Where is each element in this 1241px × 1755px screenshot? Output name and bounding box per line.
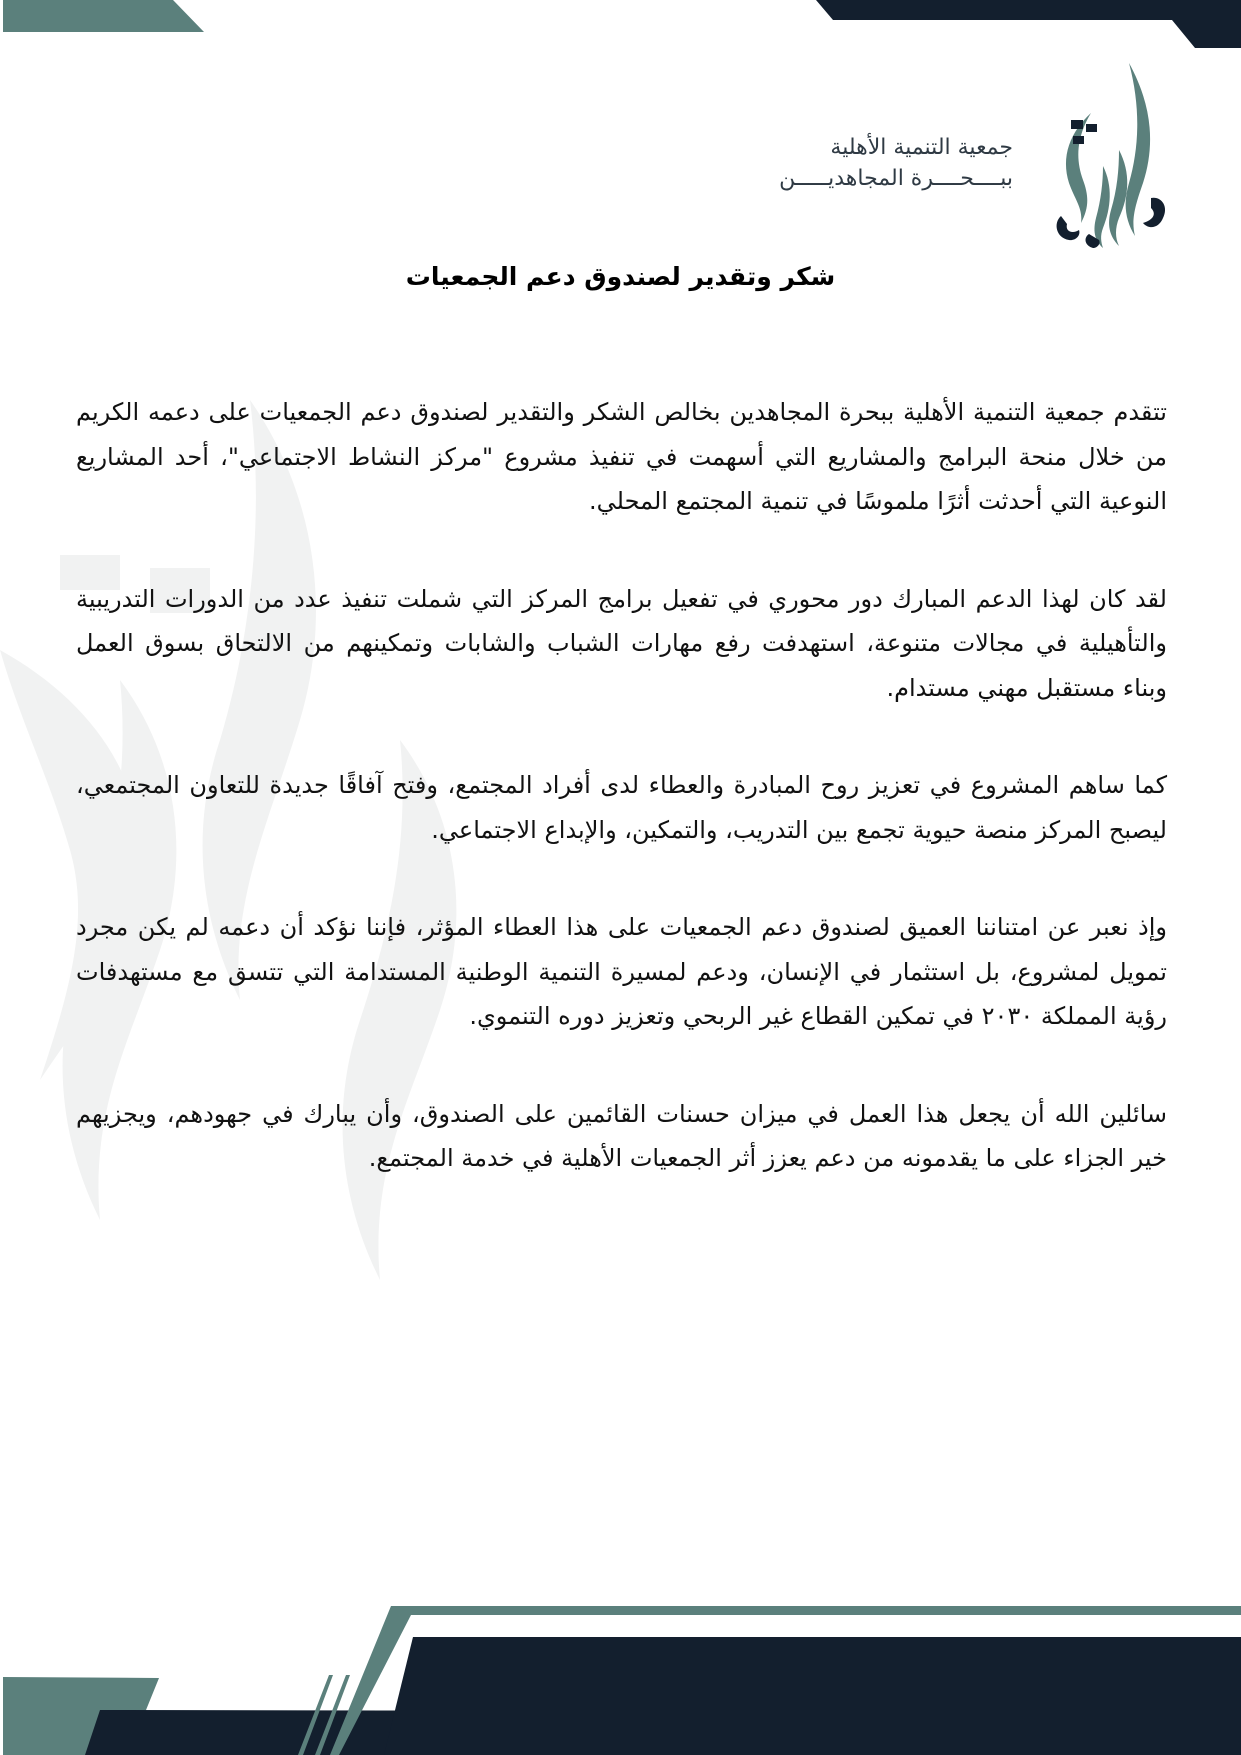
association-logo-icon <box>1031 58 1181 248</box>
document-body <box>76 390 1167 1234</box>
top-right-navy-band <box>816 0 1241 48</box>
header-logo-block <box>721 58 1181 248</box>
organization-name-line2: ببــــحــــرة المجاهديـــــن <box>779 166 1013 191</box>
bottom-navy-block-right <box>384 1637 1241 1755</box>
paragraph: تتقدم جمعية التنمية الأهلية ببحرة المجاهدين بخالص الشكر والتقدير لصندوق دعم الجمعيات على دعمه الكريم من خلال منحة البرامج والمشاريع التي أسهمت في تنفيذ مشروع "مركز النشاط الاجتماعي"، أحد المشاريع النوعية التي أحدثت أثرًا ملموسًا في تنمية المجتمع المحلي. <box>76 398 1167 515</box>
document-title: شكر وتقدير لصندوق دعم الجمعيات <box>405 262 836 291</box>
paragraph: وإذ نعبر عن امتناننا العميق لصندوق دعم الجمعيات على هذا العطاء المؤثر، فإننا نؤكد أن دعمه لم يكن مجرد تمويل لمشروع، بل استثمار في الإنسان، ودعم لمسيرة التنمية الوطنية المستدامة التي تتسق مع مستهدفات رؤية المملكة ٢٠٣٠ في تمكين القطاع غير الربحي وتعزيز دوره التنموي. <box>76 913 1167 1030</box>
organization-name-line1: جمعية التنمية الأهلية <box>830 135 1013 160</box>
top-left-teal-band <box>3 0 204 32</box>
paragraph: سائلين الله أن يجعل هذا العمل في ميزان حسنات القائمين على الصندوق، وأن يبارك في جهودهم، ويجزيهم خير الجزاء على ما يقدمونه من دعم يعزز أثر الجمعيات الأهلية في خدمة المجتمع. <box>76 1099 1167 1172</box>
paragraph: كما ساهم المشروع في تعزيز روح المبادرة والعطاء لدى أفراد المجتمع، وفتح آفاقًا جديدة للتعاون المجتمعي، ليصبح المركز منصة حيوية تجمع بين التدريب، والتمكين، والإبداع الاجتماعي. <box>76 771 1167 844</box>
organization-name <box>779 132 1013 194</box>
paragraph: لقد كان لهذا الدعم المبارك دور محوري في تفعيل برامج المركز التي شملت تنفيذ عدد من الدورات التدريبية والتأهيلية في مجالات متنوعة، استهدفت رفع مهارات الشباب والشابات وتمكينهم من الالتحاق بسوق العمل وبناء مستقبل مهني مستدام. <box>76 584 1167 702</box>
